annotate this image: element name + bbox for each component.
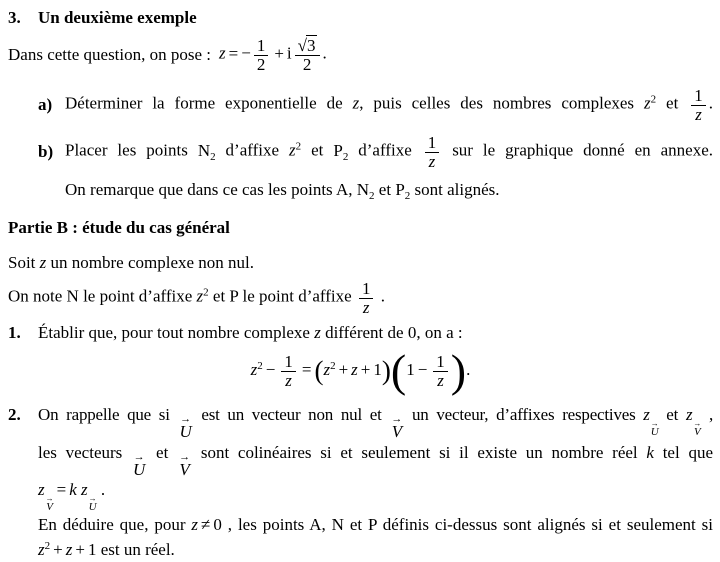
intro-text: Dans cette question, on pose : xyxy=(8,45,212,64)
equation-body xyxy=(250,345,471,396)
vector-letter: U xyxy=(179,422,192,441)
subscript-2: 2 xyxy=(210,150,216,163)
plus-sign: + xyxy=(75,540,85,559)
item-a-label: a) xyxy=(38,95,53,114)
denominator: 2 xyxy=(302,54,312,74)
vector-arrow-icon: → xyxy=(180,413,191,425)
equals-sign: = xyxy=(228,43,239,63)
subscript-vector-V xyxy=(45,494,54,513)
text-segment: On note N le point d’affixe xyxy=(8,286,197,306)
item-a xyxy=(38,83,713,127)
equals-sign: = xyxy=(301,359,312,379)
vector-V xyxy=(391,413,403,441)
text-segment: différent de 0, on a : xyxy=(320,323,463,342)
item-2-label: 2. xyxy=(8,405,21,424)
text-segment: et xyxy=(147,443,178,462)
var-z: z xyxy=(643,405,650,424)
item-b-text xyxy=(65,134,713,170)
vector-arrow-icon: → xyxy=(650,419,659,428)
item-a-text xyxy=(65,87,713,123)
vector-arrow-icon: → xyxy=(179,451,191,463)
var-k: k xyxy=(69,480,77,499)
not-equal-sign: ≠ xyxy=(201,515,211,534)
text-segment: tel que xyxy=(653,443,713,462)
vector-U xyxy=(133,451,146,479)
text-segment: On rappelle que si xyxy=(38,405,178,424)
section-number: 3. xyxy=(8,8,21,27)
var-z: z xyxy=(39,253,47,272)
item-2-line-4 xyxy=(38,512,713,537)
item-1-text xyxy=(38,323,713,343)
item-b xyxy=(38,129,713,175)
vector-arrow-icon: → xyxy=(88,494,97,503)
text-segment: sur le graphique donné en annexe. xyxy=(442,140,714,160)
exponent-2: 2 xyxy=(330,359,336,372)
point-letter: N xyxy=(197,140,211,160)
text-segment: Déterminer la forme exponentielle de xyxy=(65,93,353,113)
item-b-remark xyxy=(65,178,713,202)
var-z: z xyxy=(351,359,358,379)
var-z-squared: z xyxy=(38,540,45,559)
text-segment: les vecteurs xyxy=(38,443,132,462)
numerator: 1 xyxy=(694,86,703,106)
text-segment: et xyxy=(656,93,689,113)
vector-U xyxy=(179,413,192,441)
var-z-squared: z xyxy=(250,359,258,379)
var-z: z xyxy=(65,540,73,559)
item-2-line-1 xyxy=(38,401,713,439)
subscript-vector-U xyxy=(650,419,659,438)
fraction-one-over-z xyxy=(359,280,374,316)
point-N2 xyxy=(356,180,375,202)
vector-letter: V xyxy=(179,460,190,479)
text-segment: , xyxy=(701,405,714,424)
denominator: z xyxy=(285,370,292,390)
number-one: 1 xyxy=(406,359,415,379)
item-2-line-2 xyxy=(38,439,713,477)
vector-letter: V xyxy=(391,422,402,441)
note-line xyxy=(8,276,713,320)
radicand: 3 xyxy=(307,36,316,56)
close-paren: ) xyxy=(381,355,391,386)
period: . xyxy=(376,286,385,306)
item-b-label: b) xyxy=(38,142,54,161)
numerator: 1 xyxy=(284,352,293,372)
vector-arrow-icon: → xyxy=(45,494,54,503)
plus-sign: + xyxy=(274,43,284,63)
numerator: 1 xyxy=(436,352,445,372)
period: . xyxy=(708,93,713,113)
item-2 xyxy=(8,401,713,439)
identity-equation xyxy=(8,343,713,399)
subscript-2: 2 xyxy=(342,150,349,163)
minus-sign: − xyxy=(241,43,251,63)
subscript-2: 2 xyxy=(369,190,375,202)
numerator: 1 xyxy=(361,279,371,299)
numerator xyxy=(295,37,320,54)
vector-arrow-icon: → xyxy=(693,419,702,428)
var-z-squared: z xyxy=(196,286,204,306)
text-segment: d’affixe xyxy=(348,140,422,160)
minus-sign: − xyxy=(265,359,276,379)
open-paren: ( xyxy=(314,355,324,386)
var-z: z xyxy=(352,93,360,113)
period: . xyxy=(466,359,471,379)
text-segment: et P le point d’affixe xyxy=(208,286,356,306)
numerator: 1 xyxy=(256,36,266,56)
imaginary-i: i xyxy=(286,43,292,63)
denominator: z xyxy=(362,297,370,317)
period: . xyxy=(322,43,327,63)
radical-sign: √ xyxy=(297,36,307,56)
point-P2 xyxy=(333,140,349,163)
number-zero: 0 xyxy=(213,515,222,534)
var-z: z xyxy=(38,480,45,499)
number-one: 1 xyxy=(373,359,382,379)
item-1-label: 1. xyxy=(8,323,21,342)
plus-sign: + xyxy=(360,359,371,379)
var-k: k xyxy=(646,443,654,462)
var-z: z xyxy=(191,515,199,534)
text-segment: et xyxy=(301,140,334,160)
section-title: Un deuxième exemple xyxy=(38,8,197,27)
vector-arrow-icon: → xyxy=(391,413,403,425)
exponent-2: 2 xyxy=(295,140,302,153)
vector-letter: U xyxy=(133,460,146,479)
subscript-2: 2 xyxy=(404,190,411,202)
exponent-2: 2 xyxy=(44,540,51,552)
numerator: 1 xyxy=(427,133,437,153)
denominator: 2 xyxy=(256,54,266,74)
exponent-2: 2 xyxy=(650,93,657,106)
soit-line xyxy=(8,252,713,274)
intro-line xyxy=(8,32,713,78)
text-segment: sont alignés. xyxy=(410,180,500,199)
vector-letter: U xyxy=(650,426,659,438)
period: . xyxy=(96,480,106,499)
var-z: z xyxy=(685,405,693,424)
fraction-one-over-z xyxy=(425,134,440,170)
point-letter: P xyxy=(333,140,343,160)
fraction-one-over-z xyxy=(281,353,296,389)
var-z: z xyxy=(81,480,88,499)
fraction-one-half xyxy=(254,37,269,73)
minus-sign: − xyxy=(417,359,428,379)
text-segment: Établir que, pour tout nombre complexe xyxy=(38,323,315,342)
text-segment: , les points A, N et P définis ci-dessus sont alignés si et seulement si xyxy=(221,515,713,534)
point-N2 xyxy=(197,140,216,163)
text-segment: sont colinéaires si et seulement si il existe un nombre réel xyxy=(192,443,647,462)
fraction-sqrt3-over-2 xyxy=(295,37,320,73)
number-one: 1 xyxy=(87,540,97,559)
item-2-line-3 xyxy=(38,477,713,512)
vector-letter: U xyxy=(88,501,97,513)
plus-sign: + xyxy=(53,540,63,559)
item-1 xyxy=(8,323,713,343)
var-z: z xyxy=(314,323,321,342)
vector-letter: V xyxy=(694,426,701,438)
equals-sign: = xyxy=(56,480,67,499)
section-3-heading xyxy=(8,8,713,28)
vector-letter: V xyxy=(46,501,53,513)
text-segment: Placer les points xyxy=(65,140,198,160)
point-letter: P xyxy=(395,180,405,199)
exponent-2: 2 xyxy=(257,359,263,372)
text-segment: et xyxy=(374,180,396,199)
big-close-paren: ) xyxy=(450,345,467,396)
text-segment: Soit xyxy=(8,253,40,272)
text-segment: , puis celles des nombres complexes xyxy=(359,93,644,113)
denominator: z xyxy=(437,370,444,390)
text-segment: un vecteur, d’affixes respectives xyxy=(404,405,644,424)
plus-sign: + xyxy=(338,359,349,379)
denominator: z xyxy=(428,151,436,171)
point-P2 xyxy=(395,180,411,202)
text-segment: En déduire que, pour xyxy=(38,515,192,534)
var-z: z xyxy=(219,43,226,63)
subscript-vector-V xyxy=(693,419,702,438)
text-segment: un nombre complexe non nul. xyxy=(46,253,255,272)
fraction-one-over-z xyxy=(691,87,706,123)
item-2-line-5 xyxy=(38,537,713,562)
vector-V xyxy=(179,451,191,479)
var-z-squared: z xyxy=(289,140,296,160)
text-segment: et xyxy=(658,405,686,424)
text-segment: est un réel. xyxy=(96,540,175,559)
text-segment: est un vecteur non nul et xyxy=(193,405,390,424)
fraction-one-over-z xyxy=(433,353,448,389)
note-text xyxy=(8,280,385,316)
var-z-squared: z xyxy=(323,359,331,379)
var-z-squared: z xyxy=(643,93,651,113)
subscript-vector-U xyxy=(88,494,97,513)
text-segment: On remarque que dans ce cas les points A, xyxy=(65,180,357,199)
denominator: z xyxy=(695,104,702,124)
text-segment: d’affixe xyxy=(215,140,290,160)
big-open-paren: ( xyxy=(390,345,407,396)
z-definition-formula xyxy=(219,37,327,73)
part-b-heading: Partie B : étude du cas général xyxy=(8,218,230,237)
point-letter: N xyxy=(356,180,370,199)
vector-arrow-icon: → xyxy=(133,451,145,463)
exponent-2: 2 xyxy=(203,286,209,299)
